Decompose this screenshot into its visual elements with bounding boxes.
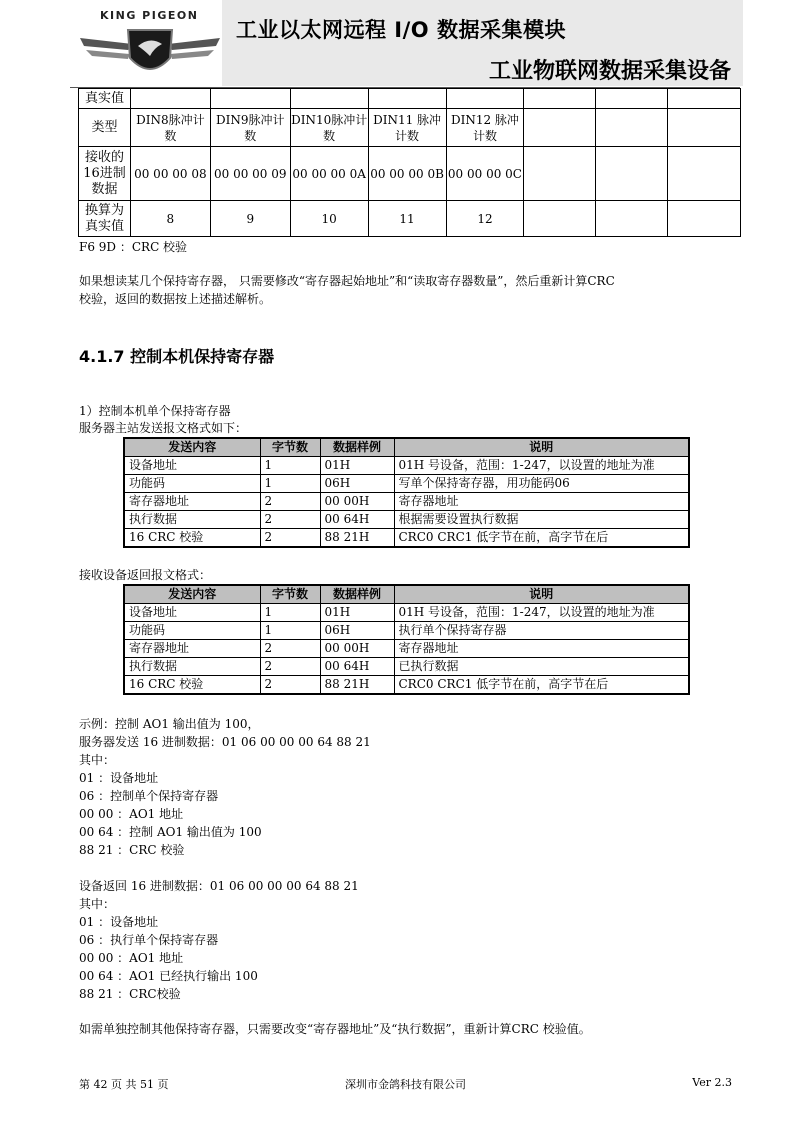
table-row <box>124 529 689 548</box>
column-header: 数据样例 <box>320 438 394 457</box>
company-name: 深圳市金鸽科技有限公司 <box>345 1078 466 1091</box>
table-cell: 11 <box>368 201 446 237</box>
table-row <box>79 89 741 109</box>
table-cell: 寄存器地址 <box>124 493 260 511</box>
table-cell: 16 CRC 校验 <box>124 529 260 548</box>
table-cell: 写单个保持寄存器，用功能码06 <box>394 475 689 493</box>
table-cell: 00 64H <box>320 658 394 676</box>
row-head: 换算为真实值 <box>79 201 131 237</box>
table-cell: 1 <box>260 475 320 493</box>
paragraph-line: 校验，返回的数据按上述描述解析。 <box>79 292 272 306</box>
page-number: 第 42 页 共 51 页 <box>79 1078 169 1091</box>
table-cell <box>524 147 596 201</box>
table-cell: 88 21H <box>320 529 394 548</box>
example-line: 示例：控制 AO1 输出值为 100， <box>79 717 260 731</box>
table-cell: 01H 号设备，范围：1-247，以设置的地址为准 <box>394 604 689 622</box>
table-cell: 00 64H <box>320 511 394 529</box>
table-cell <box>524 201 596 237</box>
paragraph-line: 如果想读某几个保持寄存器， 只需要修改“寄存器起始地址”和“读取寄存器数量”，然后重新计算CRC <box>79 274 615 288</box>
send-format-table <box>123 437 690 548</box>
header-subtitle: 工业物联网数据采集设备 <box>488 59 731 84</box>
table-row <box>124 640 689 658</box>
logo-text: KING PIGEON <box>100 9 199 22</box>
table-cell: 根据需要设置执行数据 <box>394 511 689 529</box>
table-cell: 2 <box>260 493 320 511</box>
table-cell: 寄存器地址 <box>394 493 689 511</box>
header-title: 工业以太网远程 I/O 数据采集模块 <box>236 18 566 42</box>
table-cell: 2 <box>260 658 320 676</box>
column-header: 说明 <box>394 585 689 604</box>
table-header-row <box>124 585 689 604</box>
table-cell: 06H <box>320 475 394 493</box>
table-cell <box>668 147 741 201</box>
table-row <box>124 676 689 695</box>
table-cell: 2 <box>260 676 320 695</box>
subsection-label: 1）控制本机单个保持寄存器 <box>79 404 231 418</box>
table-cell: 16 CRC 校验 <box>124 676 260 695</box>
row-head: 真实值 <box>79 89 131 109</box>
table-cell: 2 <box>260 511 320 529</box>
example-line: 01 ：设备地址 <box>79 771 159 785</box>
example-line: 00 64 ：AO1 已经执行输出 100 <box>79 969 258 983</box>
example-line: 06 ：执行单个保持寄存器 <box>79 933 219 947</box>
example-line: 00 00 ：AO1 地址 <box>79 807 184 821</box>
table-cell: 00 00 00 08 <box>130 147 210 201</box>
example-line: 服务器发送 16 进制数据：01 06 00 00 00 64 88 21 <box>79 735 371 749</box>
example-line: 00 64 ：控制 AO1 输出值为 100 <box>79 825 262 839</box>
table-cell: 00 00H <box>320 493 394 511</box>
row-head: 类型 <box>79 109 131 147</box>
example-line: 其中： <box>79 753 116 767</box>
table-cell: 00 00 00 0A <box>290 147 368 201</box>
section-title: 4.1.7 控制本机保持寄存器 <box>79 347 275 366</box>
table-cell: 10 <box>290 201 368 237</box>
table-cell: 2 <box>260 640 320 658</box>
table-cell: 已执行数据 <box>394 658 689 676</box>
table-cell <box>596 201 668 237</box>
table-row <box>124 457 689 475</box>
table-header-row <box>124 438 689 457</box>
column-header: 数据样例 <box>320 585 394 604</box>
crc-note: F6 9D ：CRC 校验 <box>79 240 188 254</box>
table-cell: 9 <box>210 201 290 237</box>
final-paragraph: 如需单独控制其他保持寄存器，只需要改变“寄存器地址”及“执行数据”，重新计算CRC 校验值。 <box>79 1022 591 1036</box>
table-cell: 01H 号设备，范围：1-247，以设置的地址为准 <box>394 457 689 475</box>
table-cell: 00 00H <box>320 640 394 658</box>
table-cell: CRC0 CRC1 低字节在前，高字节在后 <box>394 529 689 548</box>
table-row <box>79 201 741 237</box>
column-header: 说明 <box>394 438 689 457</box>
table-cell: 寄存器地址 <box>394 640 689 658</box>
table-cell <box>668 109 741 147</box>
table-cell: 01H <box>320 604 394 622</box>
table-cell: CRC0 CRC1 低字节在前，高字节在后 <box>394 676 689 695</box>
table-cell: DIN9脉冲计数 <box>210 109 290 147</box>
table-row <box>124 622 689 640</box>
recv-format-table <box>123 584 690 695</box>
table-cell: 00 00 00 0C <box>446 147 524 201</box>
pulse-count-table <box>78 88 741 237</box>
table-cell: DIN8脉冲计数 <box>130 109 210 147</box>
table-cell: 1 <box>260 457 320 475</box>
row-head: 接收的16进制数据 <box>79 147 131 201</box>
table-cell: 8 <box>130 201 210 237</box>
table-cell: 功能码 <box>124 475 260 493</box>
pigeon-logo-icon <box>78 24 222 82</box>
example-line: 其中： <box>79 897 116 911</box>
table-cell: DIN11 脉冲计数 <box>368 109 446 147</box>
table-cell: 88 21H <box>320 676 394 695</box>
table-cell <box>668 201 741 237</box>
response-block <box>79 877 359 1003</box>
column-header: 字节数 <box>260 585 320 604</box>
table-row <box>124 604 689 622</box>
example-line: 01 ：设备地址 <box>79 915 159 929</box>
table-row <box>124 475 689 493</box>
send-intro: 服务器主站发送报文格式如下： <box>79 421 248 435</box>
example-block <box>79 715 371 859</box>
example-line: 06 ：控制单个保持寄存器 <box>79 789 219 803</box>
table-cell: 2 <box>260 529 320 548</box>
table-cell: 00 00 00 0B <box>368 147 446 201</box>
table-cell <box>524 109 596 147</box>
table-row <box>79 109 741 147</box>
table-cell: 设备地址 <box>124 457 260 475</box>
table-cell: 设备地址 <box>124 604 260 622</box>
table-cell: 1 <box>260 604 320 622</box>
table-cell: 00 00 00 09 <box>210 147 290 201</box>
recv-intro: 接收设备返回报文格式： <box>79 568 212 582</box>
example-line: 00 00 ：AO1 地址 <box>79 951 184 965</box>
example-line: 88 21 ：CRC校验 <box>79 987 181 1001</box>
table-cell: 01H <box>320 457 394 475</box>
table-row <box>124 511 689 529</box>
table-cell: 12 <box>446 201 524 237</box>
example-line: 设备返回 16 进制数据：01 06 00 00 00 64 88 21 <box>79 879 359 893</box>
table-cell: DIN10脉冲计数 <box>290 109 368 147</box>
table-row <box>79 147 741 201</box>
table-cell: DIN12 脉冲计数 <box>446 109 524 147</box>
table-cell: 寄存器地址 <box>124 640 260 658</box>
table-cell: 1 <box>260 622 320 640</box>
table-cell: 执行数据 <box>124 658 260 676</box>
table-row <box>124 658 689 676</box>
table-cell <box>596 109 668 147</box>
example-line: 88 21 ：CRC 校验 <box>79 843 185 857</box>
column-header: 发送内容 <box>124 585 260 604</box>
table-cell <box>596 147 668 201</box>
table-cell: 06H <box>320 622 394 640</box>
table-row <box>124 493 689 511</box>
column-header: 字节数 <box>260 438 320 457</box>
table-cell: 功能码 <box>124 622 260 640</box>
table-cell: 执行单个保持寄存器 <box>394 622 689 640</box>
column-header: 发送内容 <box>124 438 260 457</box>
table-cell: 执行数据 <box>124 511 260 529</box>
version-label: Ver 2.3 <box>692 1076 732 1089</box>
